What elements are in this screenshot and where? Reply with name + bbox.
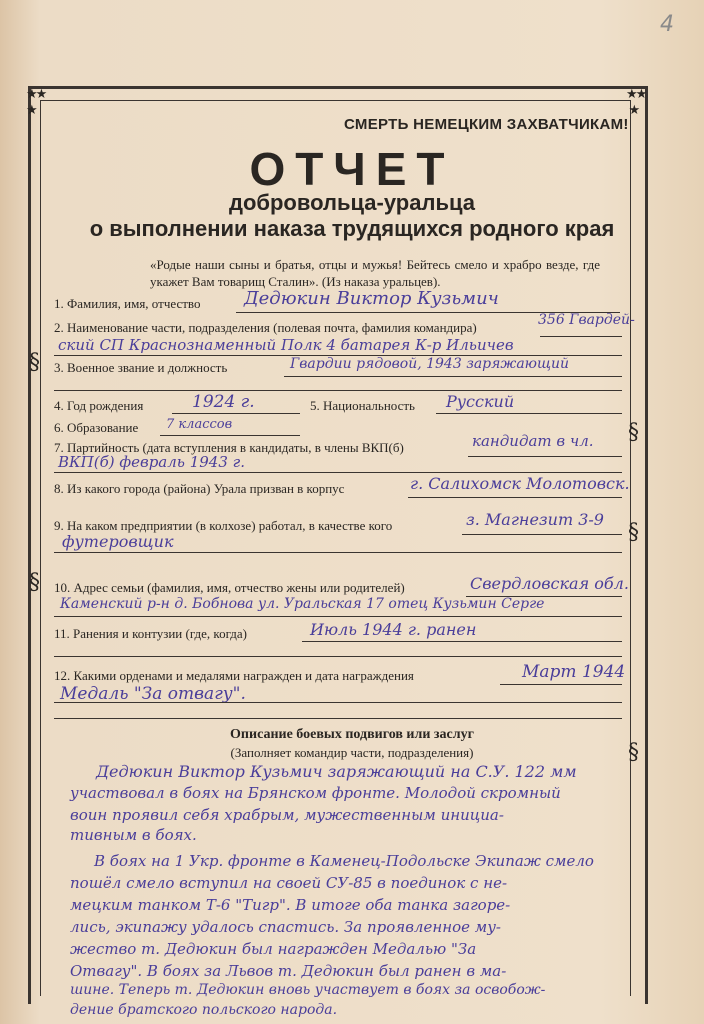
section-mark-icon: §	[29, 350, 40, 375]
field-3-line	[284, 376, 622, 377]
narrative-line: мецким танком Т-6 "Тигр". В итоге оба танка загоре-	[70, 896, 511, 914]
field-8-line	[408, 497, 622, 498]
field-2-value-b: ский СП Краснознаменный Полк 4 батарея К-р Ильичев	[58, 336, 514, 354]
narrative-line: дение братского польского народа.	[70, 1002, 338, 1018]
field-2-line-a	[540, 336, 622, 337]
narrative-line: жество т. Дедюкин был награжден Медалью "За	[70, 940, 477, 958]
narrative-line: В боях на 1 Укр. фронте в Каменец-Подольске Экипаж смело	[94, 852, 594, 870]
field-3-line-b	[54, 390, 622, 391]
field-12-line-a	[500, 684, 622, 685]
field-9-line-b	[54, 552, 622, 553]
field-3-value: Гвардии рядовой, 1943 заряжающий	[290, 356, 570, 372]
field-7-label: 7. Партийность (дата вступления в кандидаты, в члены ВКП(б)	[54, 440, 404, 455]
field-11-line	[302, 641, 622, 642]
description-title: Описание боевых подвигов или заслуг	[230, 727, 474, 742]
narrative-line: шине. Теперь т. Дедюкин вновь участвует в боях за освобож-	[70, 982, 546, 998]
field-4-line	[172, 413, 300, 414]
field-6-line	[160, 435, 300, 436]
narrative-line: тивным в боях.	[70, 826, 197, 844]
field-7-line-a	[468, 456, 622, 457]
narrative-line: пошёл смело вступил на своей СУ-85 в поединок с не-	[70, 874, 508, 892]
star-ornament-top-left: ★★ ★	[26, 86, 46, 117]
field-10-value-a: Свердловская обл.	[470, 574, 629, 593]
field-9-line-a	[462, 534, 622, 535]
stalin-quote: «Родые наши сыны и братья, отцы и мужья! Бейтесь смело и храбро везде, где укажет Вам товарищ Сталин». (Из наказа уральцев).	[150, 257, 600, 289]
field-10-label: 10. Адрес семьи (фамилия, имя, отчество жены или родителей)	[54, 580, 405, 595]
field-7-value-a: кандидат в чл.	[472, 432, 594, 450]
field-8-value: г. Салихомск Молотовск.	[410, 474, 630, 493]
field-9-value-b: футеровщик	[62, 532, 174, 551]
field-12-value-b: Медаль "За отвагу".	[60, 684, 246, 704]
field-9-label: 9. На каком предприятии (в колхозе) работал, в качестве кого	[54, 518, 393, 533]
narrative-line: Дедюкин Виктор Кузьмич заряжающий на С.У. 122 мм	[96, 762, 577, 781]
narrative-line: Отвагу". В боях за Львов т. Дедюкин был ранен в ма-	[70, 962, 507, 980]
field-12-line-b	[54, 702, 622, 703]
field-12-value-a: Март 1944	[522, 662, 626, 682]
field-5-line	[436, 413, 622, 414]
field-7-value-b: ВКП(б) февраль 1943 г.	[58, 453, 246, 471]
section-mark-icon: §	[29, 570, 40, 595]
narrative-line: лись, экипажу удалось спастись. За проявленное му-	[70, 918, 502, 936]
field-2-label: 2. Наименование части, подразделения (полевая почта, фамилия командира)	[54, 320, 477, 335]
document-title: ОТЧЕТ	[249, 143, 455, 195]
field-5-label: 5. Национальность	[310, 398, 415, 413]
narrative-line: участвовал в боях на Брянском фронте. Молодой скромный	[70, 784, 561, 802]
field-7-line-b	[54, 472, 622, 473]
field-6-label: 6. Образование	[54, 420, 139, 435]
field-5-value: Русский	[446, 392, 515, 411]
field-1-label: 1. Фамилия, имя, отчество	[54, 296, 201, 311]
section-mark-icon: §	[628, 740, 639, 765]
document-subtitle: добровольца-уральца	[229, 190, 475, 215]
section-mark-icon: §	[628, 520, 639, 545]
field-10-line-b	[54, 616, 622, 617]
star-ornament-top-right: ★★ ★	[626, 86, 646, 117]
narrative-line: воин проявил себя храбрым, мужественным инициа-	[70, 806, 504, 824]
field-4-value: 1924 г.	[192, 392, 255, 412]
field-10-value-b: Каменский р-н д. Бобнова ул. Уральская 17 отец Кузьмин Серге	[60, 596, 545, 612]
field-1-value: Дедюкин Виктор Кузьмич	[244, 288, 499, 309]
field-11-value: Июль 1944 г. ранен	[310, 620, 477, 639]
field-3-label: 3. Военное звание и должность	[54, 360, 228, 375]
field-2-value-a: 356 Гвардей-	[538, 312, 635, 328]
document-subtitle-2: о выполнении наказа трудящихся родного края	[89, 216, 615, 241]
field-11-line-b	[54, 656, 622, 657]
section-mark-icon: §	[628, 420, 639, 445]
field-11-label: 11. Ранения и контузии (где, когда)	[54, 626, 247, 641]
field-12-label: 12. Какими орденами и медалями награжден и дата награждения	[54, 668, 414, 683]
description-subtitle: (Заполняет командир части, подразделения)	[230, 745, 474, 760]
field-12-line-c	[54, 718, 622, 719]
sheet-number: 4	[660, 12, 674, 37]
field-9-value-a: з. Магнезит 3-9	[466, 510, 604, 529]
header-slogan: СМЕРТЬ НЕМЕЦКИМ ЗАХВАТЧИКАМ!	[344, 116, 629, 133]
field-8-label: 8. Из какого города (района) Урала призван в корпус	[54, 481, 345, 496]
field-6-value: 7 классов	[166, 417, 233, 432]
field-4-label: 4. Год рождения	[54, 398, 144, 413]
